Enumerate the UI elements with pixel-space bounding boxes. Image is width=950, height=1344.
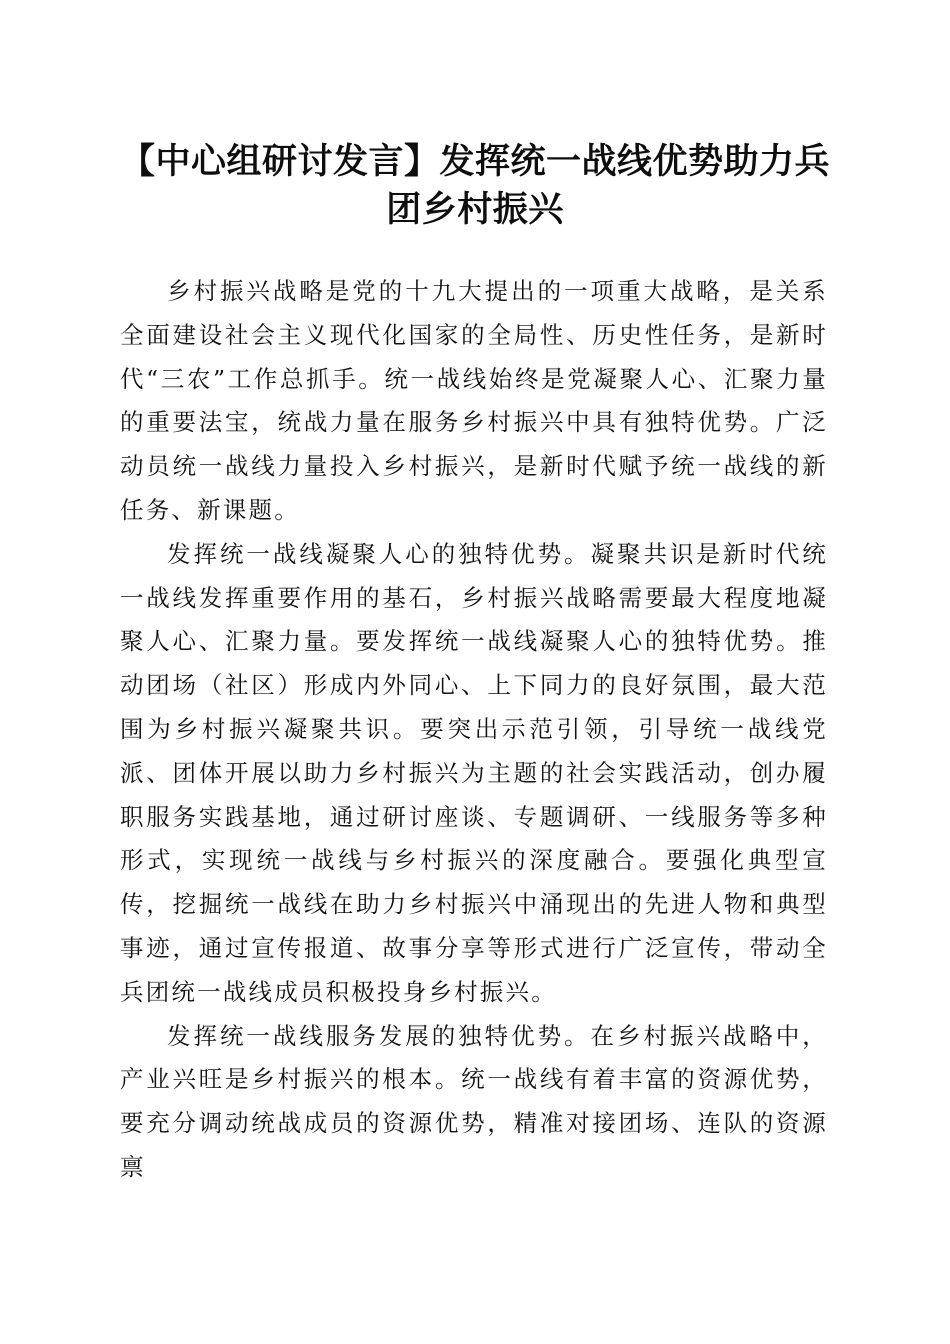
document-title: 【中心组研讨发言】发挥统一战线优势助力兵团乡村振兴 [119, 142, 830, 230]
paragraph-intro: 乡村振兴战略是党的十九大提出的一项重大战略，是关系全面建设社会主义现代化国家的全局性、历史性任务，是新时代“三农”工作总抓手。统一战线始终是党凝聚人心、汇聚力量的重要法宝，统战力量在服务乡村振兴中具有独特优势。广泛动员统一战线力量投入乡村振兴，是新时代赋予统一战线的新任务、新课题。 [120, 277, 828, 524]
document-body [120, 270, 828, 1190]
paragraph-consensus: 发挥统一战线凝聚人心的独特优势。凝聚共识是新时代统一战线发挥重要作用的基石，乡村振兴战略需要最大程度地凝聚人心、汇聚力量。要发挥统一战线凝聚人心的独特优势。推动团场（社区）形成内外同心、上下同力的良好氛围，最大范围为乡村振兴凝聚共识。要突出示范引领，引导统一战线党派、团体开展以助力乡村振兴为主题的社会实践活动，创办履职服务实践基地，通过研讨座谈、专题调研、一线服务等多种形式，实现统一战线与乡村振兴的深度融合。要强化典型宣传，挖掘统一战线在助力乡村振兴中涌现出的先进人物和典型事迹，通过宣传报道、故事分享等形式进行广泛宣传，带动全兵团统一战线成员积极投身乡村振兴。 [120, 539, 828, 1006]
paragraph-development: 发挥统一战线服务发展的独特优势。在乡村振兴战略中，产业兴旺是乡村振兴的根本。统一战线有着丰富的资源优势，要充分调动统战成员的资源优势，精准对接团场、连队的资源禀 [120, 1021, 828, 1181]
